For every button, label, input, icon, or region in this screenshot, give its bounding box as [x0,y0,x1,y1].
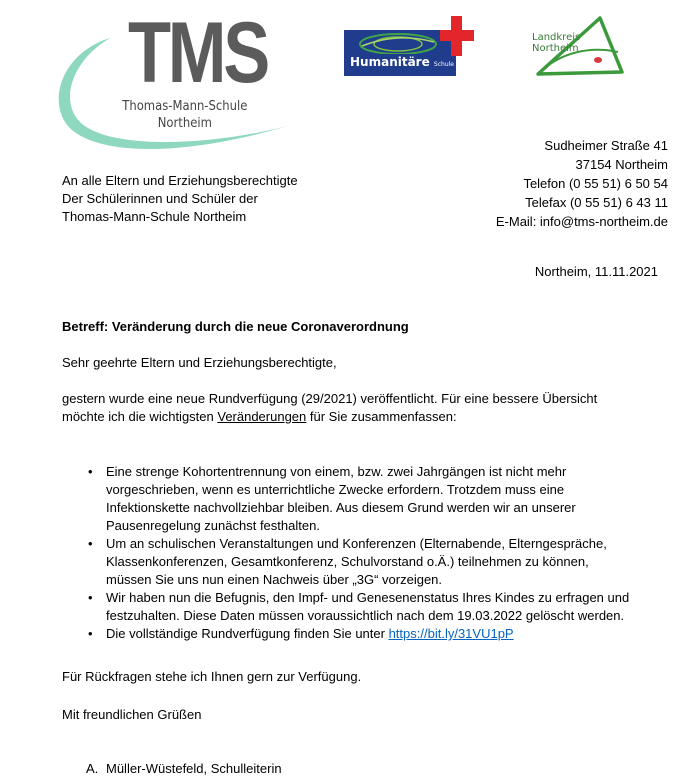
closing-text: Mit freundlichen Grüßen [62,707,202,722]
bullet-dot: • [88,536,93,551]
recipient-line: Der Schülerinnen und Schüler der [62,191,258,206]
humanitaere-sub: Schule [433,61,454,68]
list-item-line: festzuhalten. Diese Daten müssen voraussichtlich nach dem 19.03.2022 gelöscht werden. [106,608,625,623]
sender-email: E-Mail: info@tms-northeim.de [495,214,668,229]
humanitaere-main: Humanitäre [350,55,430,69]
sender-city: 37154 Northeim [575,157,668,172]
tms-logo-line2: Northeim [157,115,212,131]
bullet-dot: • [88,590,93,605]
list-item-line: Eine strenge Kohortentrennung von einem, bzw. zwei Jahrgängen ist nicht mehr [106,464,567,479]
list-item-line: vorgeschrieben, wenn es unterrichtliche Zwecke erfordern. Trotzdem muss eine [106,482,565,497]
list-item [88,463,629,535]
humanitaere-schule-logo [344,16,476,78]
rundverfuegung-link[interactable]: https://bit.ly/31VU1pP [388,626,514,641]
humanitaere-label [350,55,454,69]
tms-logo-name [116,98,254,132]
list-item [88,625,629,643]
sender-street: Sudheimer Straße 41 [544,138,668,153]
bullet-dot: • [88,464,93,479]
sender-fax: Telefax (0 55 51) 6 43 11 [525,195,668,210]
sender-address [496,136,668,231]
signature-list-marker: A. [86,761,99,776]
recipient-line: Thomas-Mann-Schule Northeim [62,209,247,224]
recipient-line: An alle Eltern und Erziehungsberechtigte [62,173,298,188]
sender-phone: Telefon (0 55 51) 6 50 54 [523,176,668,191]
letter-date: Northeim, 11.11.2021 [534,264,658,279]
intro-text: für Sie zusammenfassen: [306,409,457,424]
landkreis-northeim-logo [530,12,626,82]
intro-line [62,408,597,426]
bullet-dot: • [88,626,93,641]
tms-logo-letters: TMS [128,5,268,101]
tms-logo-line1: Thomas-Mann-Schule [122,98,248,114]
landkreis-line1: Landkreis [532,32,581,43]
list-item-text: Die vollständige Rundverfügung finden Sie unter [106,626,389,641]
list-item-line: Um an schulischen Veranstaltungen und Konferenzen (Elternabende, Elterngespräche, [106,536,607,551]
letter-subject: Betreff: Veränderung durch die neue Coronaverordnung [62,319,409,334]
bullet-list [88,463,629,643]
intro-line: gestern wurde eine neue Rundverfügung (29/2021) veröffentlicht. Für eine bessere Übersicht [62,391,598,406]
followup-text: Für Rückfragen stehe ich Ihnen gern zur Verfügung. [62,669,362,684]
signature-name: Müller-Wüstefeld, Schulleiterin [106,761,282,776]
list-item [88,589,629,625]
list-item [88,535,629,589]
list-item-line: müssen Sie uns nun einen Nachweis über „3G“ vorzeigen. [106,572,443,587]
list-item-line [106,625,629,643]
intro-paragraph [62,390,597,426]
intro-text: möchte ich die wichtigsten [62,409,218,424]
landkreis-label [532,32,580,54]
signature [86,760,282,778]
intro-underlined-word: Veränderungen [217,409,307,424]
list-item-line: Wir haben nun die Befugnis, den Impf- und Genesenenstatus Ihres Kindes zu erfragen und [106,590,630,605]
recipient-address [62,172,298,226]
list-item-line: Pausenregelung zunächst festhalten. [106,518,320,533]
tms-logo [50,5,300,160]
red-cross-icon [440,16,474,56]
list-item-line: Infektionskette nachvollziehbar bleiben. Aus diesem Grund werden wir an unserer [106,500,576,515]
globe-icon [356,30,440,54]
salutation: Sehr geehrte Eltern und Erziehungsberechtigte, [62,355,337,370]
landkreis-line2: Northeim [532,43,579,54]
list-item-line: Klassenkonferenzen, Gesamtkonferenz, Schulvorstand o.Ä.) teilnehmen zu können, [106,554,589,569]
